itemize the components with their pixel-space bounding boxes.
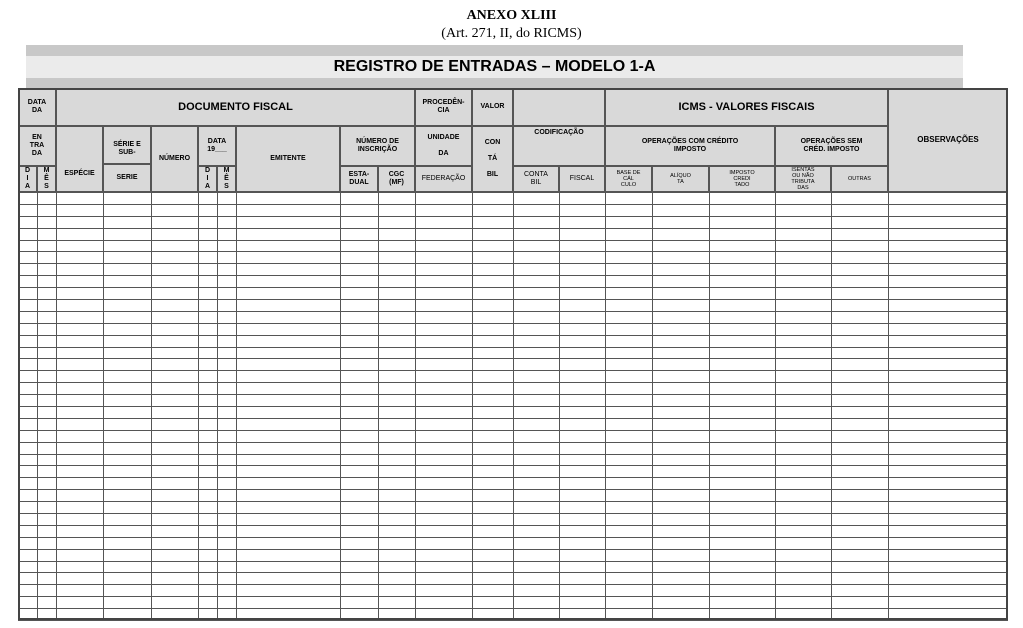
header-icms: ICMS - VALORES FISCAIS (605, 88, 888, 126)
header-doc-mes: M Ê S (217, 166, 236, 192)
table-column-line (236, 192, 237, 620)
form-title: REGISTRO DE ENTRADAS – MODELO 1-A (26, 56, 963, 78)
table-column-line (198, 192, 199, 620)
header-documento-fiscal: DOCUMENTO FISCAL (56, 88, 415, 126)
header-codificacao: CODIFICAÇÃO (513, 126, 605, 166)
table-column-line (56, 192, 57, 620)
table-column-line (559, 192, 560, 620)
table-column-line (37, 192, 38, 620)
table-column-line (103, 192, 104, 620)
header-imposto-creditado: IMPOSTO CREDI TADO (709, 166, 775, 192)
header-cgc: CGC (MF) (378, 166, 415, 192)
table-column-line (217, 192, 218, 620)
header-fiscal: FISCAL (559, 166, 605, 192)
header-conta-bil: CONTA BIL (513, 166, 559, 192)
header-op-com-credito: OPERAÇÕES COM CRÉDITO IMPOSTO (605, 126, 775, 166)
table-column-line (513, 192, 514, 620)
header-op-sem-credito: OPERAÇÕES SEM CRÉD. IMPOSTO (775, 126, 888, 166)
header-entrada-mes: M Ê S (37, 166, 56, 192)
table-column-line (340, 192, 341, 620)
header-numero: NÚMERO (151, 126, 198, 192)
annex-reference: (Art. 271, II, do RICMS) (441, 26, 582, 41)
table-column-line (472, 192, 473, 620)
table-column-line (605, 192, 606, 620)
header-valor: VALOR (472, 88, 513, 126)
header-emitente: EMITENTE (236, 126, 340, 192)
register-form (18, 88, 1008, 620)
table-column-line (775, 192, 776, 620)
header-observacoes: OBSERVAÇÕES (888, 88, 1008, 192)
table-column-line (652, 192, 653, 620)
table-column-line (831, 192, 832, 620)
header-unidade: UNIDADE DA (415, 126, 472, 166)
title-band-top (26, 45, 963, 56)
header-numero-inscricao: NÚMERO DE INSCRIÇÃO (340, 126, 415, 166)
header-aliquota: ALÍQUO TA (652, 166, 709, 192)
header-entrada: EN TRA DA (18, 126, 56, 166)
header-federacao: FEDERAÇÃO (415, 166, 472, 192)
header-codificacao-blank (513, 88, 605, 126)
header-procedencia: PROCEDÊN- CIA (415, 88, 472, 126)
header-serie: SÉRIE E SUB- (103, 126, 151, 164)
table-column-line (888, 192, 889, 620)
table-column-line (415, 192, 416, 620)
header-data-doc: DATA 19___ (198, 126, 236, 166)
header-outras: OUTRAS (831, 166, 888, 192)
table-column-line (709, 192, 710, 620)
table-row-line (18, 620, 1008, 621)
header-base-calculo: BASE DE CÁL CULO (605, 166, 652, 192)
header-estadual: ESTA- DUAL (340, 166, 378, 192)
header-especie: ESPÉCIE (56, 126, 103, 192)
title-band-bottom (26, 78, 963, 88)
table-column-line (378, 192, 379, 620)
header-serie-2: SERIE (103, 164, 151, 192)
header-isentas: ISENTAS OU NÃO TRIBUTA DAS (775, 166, 831, 192)
header-entrada-dia: D I A (18, 166, 37, 192)
header-contabil: CON TÁ BIL (472, 126, 513, 192)
table-column-line (151, 192, 152, 620)
header-doc-dia: D I A (198, 166, 217, 192)
annex-title: ANEXO XLIII (466, 8, 557, 23)
header-data-da: DATA DA (18, 88, 56, 126)
